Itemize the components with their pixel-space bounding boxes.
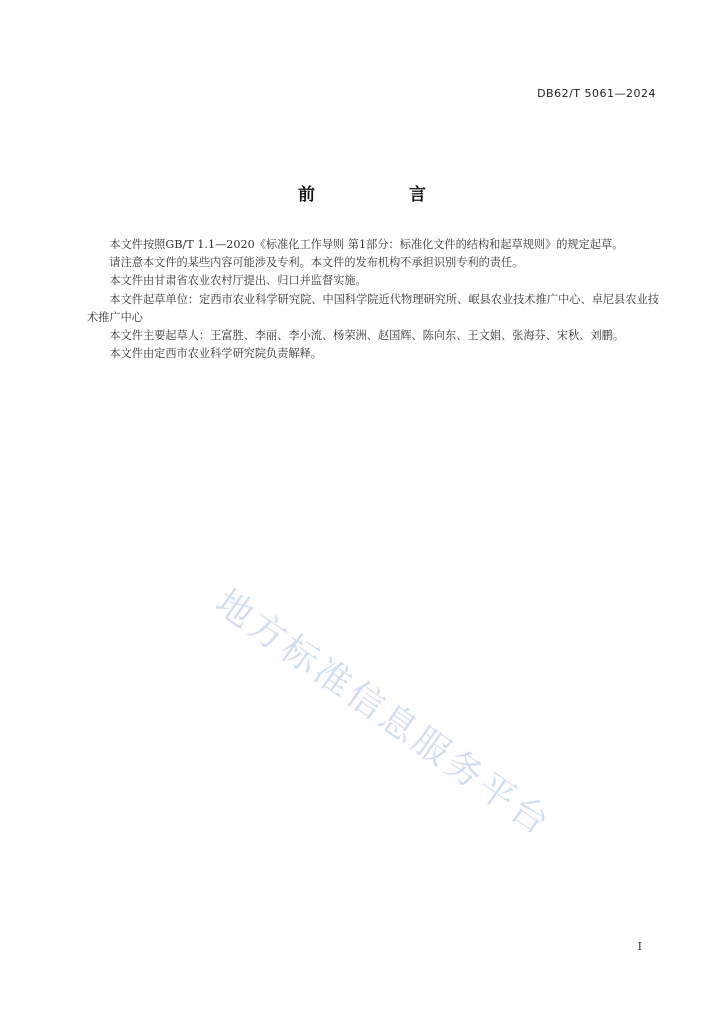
paragraph-drafting-rules: 本文件按照GB/T 1.1—2020《标准化工作导则 第1部分：标准化文件的结构和起草规则》的规定起草。 xyxy=(109,238,624,251)
page-number: I xyxy=(637,940,642,953)
watermark: 地方标准信息服务平台 xyxy=(207,581,559,845)
standard-code: DB62/T 5061—2024 xyxy=(537,87,656,100)
paragraph-drafting-units: 本文件起草单位：定西市农业科学研究院、中国科学院近代物理研究所、岷县农业技术推广中心、卓尼县农业技术推广中心 xyxy=(87,292,659,324)
paragraph-proposer: 本文件由甘肃省农业农村厅提出、归口并监督实施。 xyxy=(109,274,367,288)
paragraph-interpretation: 本文件由定西市农业科学研究院负责解释。 xyxy=(109,347,322,361)
paragraph-drafters: 本文件主要起草人：王富胜、李丽、李小流、杨荣洲、赵国辉、陈向东、王文娟、张海芬、宋秋、刘鹏。 xyxy=(109,329,625,343)
foreword-body xyxy=(87,236,659,363)
paragraph-patent-notice: 请注意本文件的某些内容可能涉及专利。本文件的发布机构不承担识别专利的责任。 xyxy=(109,256,524,270)
page-title: 前 言 xyxy=(298,185,470,205)
